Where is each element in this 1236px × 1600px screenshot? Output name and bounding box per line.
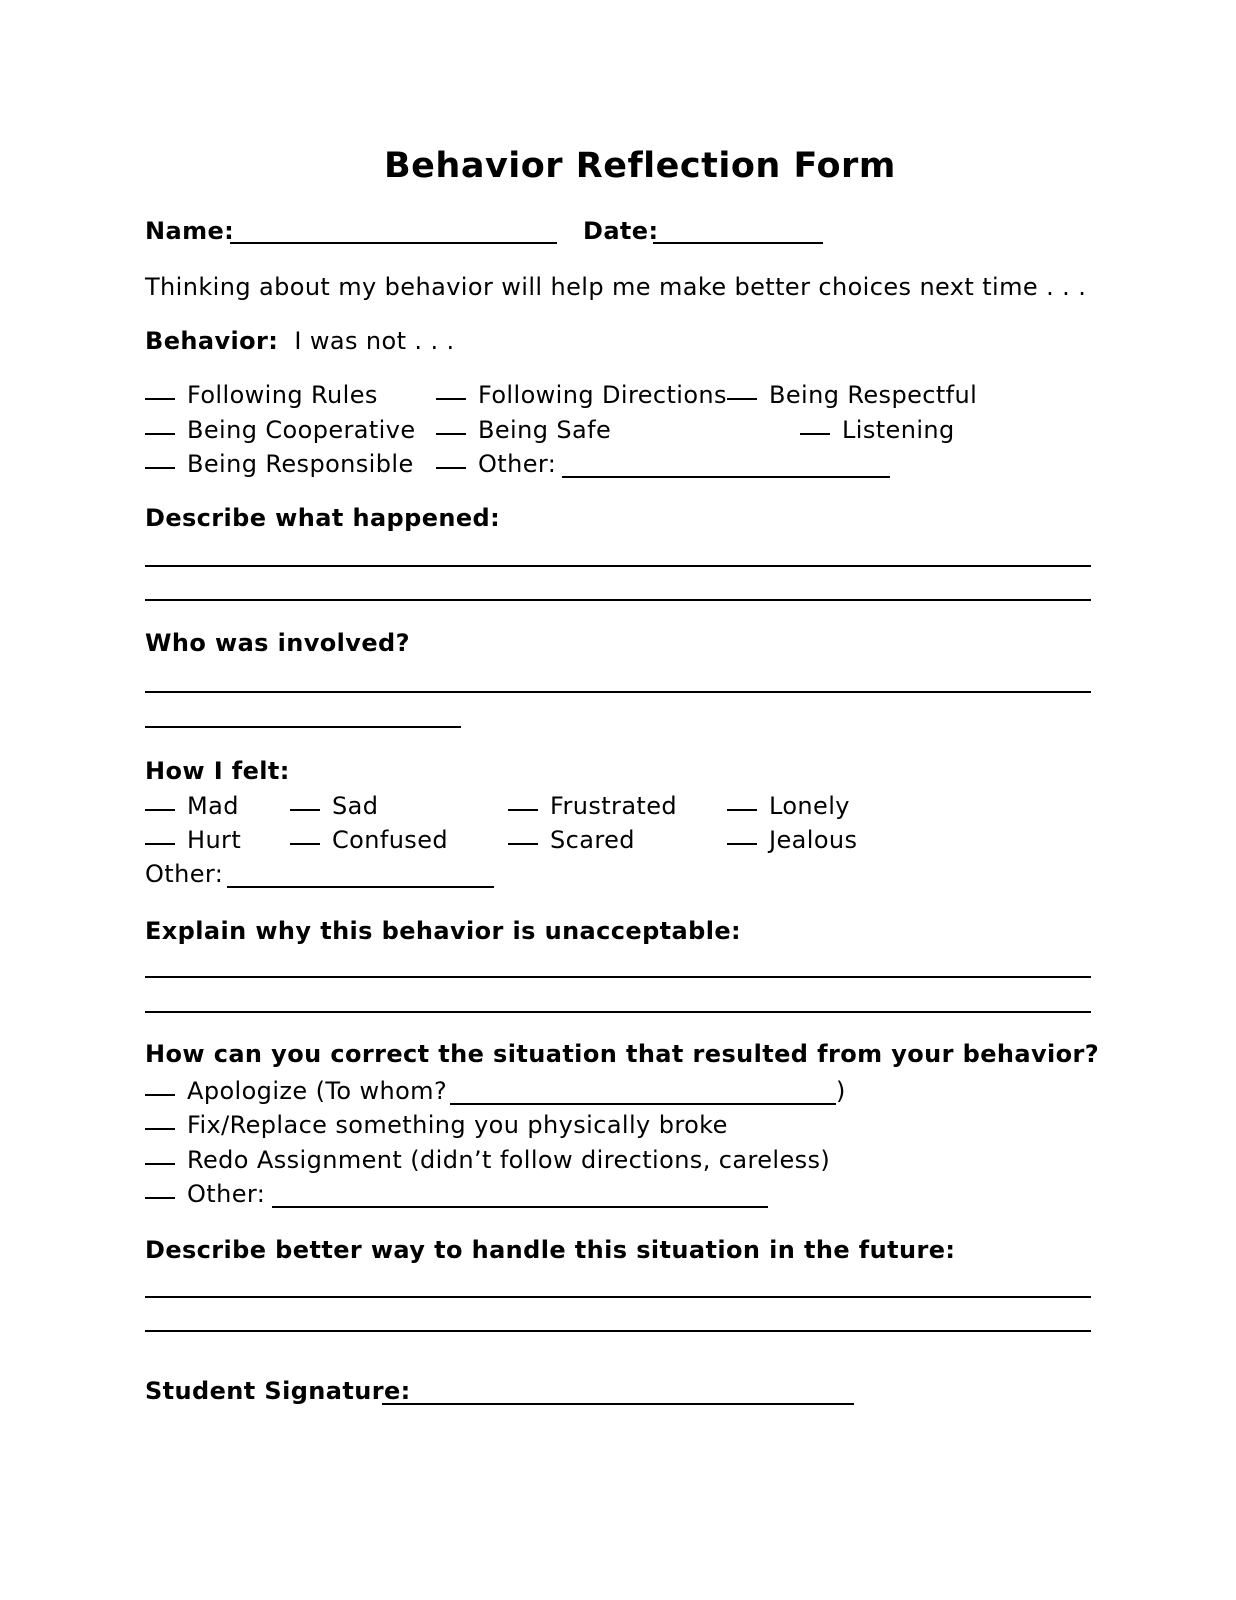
checkbox-blank[interactable]	[508, 843, 538, 845]
option-label: Apologize (To whom?	[187, 1077, 448, 1105]
felt-option-mad[interactable]	[145, 791, 239, 821]
behavior-option-being-respectful[interactable]	[727, 380, 977, 410]
behavior-option-listening[interactable]	[800, 415, 955, 445]
better-line[interactable]	[145, 1296, 1091, 1298]
correct-option-fix[interactable]	[145, 1110, 728, 1140]
apologize-close-paren: )	[836, 1077, 846, 1105]
option-label: Other:	[478, 450, 557, 478]
checkbox-blank[interactable]	[508, 809, 538, 811]
name-field[interactable]	[230, 242, 557, 244]
checkbox-blank[interactable]	[145, 843, 175, 845]
date-field[interactable]	[653, 242, 823, 244]
felt-other-label: Other:	[145, 860, 224, 888]
felt-option-confused[interactable]	[290, 825, 448, 855]
option-label: Following Rules	[187, 381, 378, 409]
behavior-option-other[interactable]	[436, 449, 556, 479]
apologize-whom-field[interactable]	[450, 1103, 836, 1105]
behavior-label: Behavior:	[145, 327, 279, 355]
who-line[interactable]	[145, 691, 1091, 693]
describe-line[interactable]	[145, 565, 1091, 567]
checkbox-blank[interactable]	[290, 809, 320, 811]
behavior-option-being-responsible[interactable]	[145, 449, 414, 479]
behavior-option-being-cooperative[interactable]	[145, 415, 416, 445]
correct-option-apologize[interactable]	[145, 1076, 447, 1106]
checkbox-blank[interactable]	[727, 398, 757, 400]
felt-option-frustrated[interactable]	[508, 791, 677, 821]
signature-field[interactable]	[382, 1403, 854, 1405]
option-label: Hurt	[187, 826, 242, 854]
felt-option-lonely[interactable]	[727, 791, 850, 821]
explain-line[interactable]	[145, 1011, 1091, 1013]
option-label: Following Directions	[478, 381, 727, 409]
correct-option-other[interactable]	[145, 1179, 265, 1209]
describe-heading: Describe what happened:	[145, 504, 501, 532]
option-label: Jealous	[769, 826, 858, 854]
explain-line[interactable]	[145, 976, 1091, 978]
checkbox-blank[interactable]	[800, 433, 830, 435]
who-line-short[interactable]	[145, 726, 461, 728]
option-label: Being Respectful	[769, 381, 978, 409]
felt-option-jealous[interactable]	[727, 825, 857, 855]
better-line[interactable]	[145, 1330, 1091, 1332]
checkbox-blank[interactable]	[145, 809, 175, 811]
option-label: Scared	[550, 826, 635, 854]
checkbox-blank[interactable]	[145, 467, 175, 469]
checkbox-blank[interactable]	[727, 809, 757, 811]
form-title: Behavior Reflection Form	[384, 146, 896, 186]
option-label: Frustrated	[550, 792, 678, 820]
intro-text: Thinking about my behavior will help me make better choices next time . . .	[145, 273, 1087, 301]
checkbox-blank[interactable]	[145, 1094, 175, 1096]
checkbox-blank[interactable]	[436, 467, 466, 469]
checkbox-blank[interactable]	[145, 433, 175, 435]
felt-option-scared[interactable]	[508, 825, 635, 855]
behavior-lead: I was not . . .	[294, 327, 455, 355]
better-heading: Describe better way to handle this situation in the future:	[145, 1236, 956, 1264]
date-label: Date:	[583, 217, 659, 245]
correct-heading: How can you correct the situation that resulted from your behavior?	[145, 1040, 1100, 1068]
option-label: Fix/Replace something you physically broke	[187, 1111, 728, 1139]
checkbox-blank[interactable]	[436, 398, 466, 400]
felt-other-field[interactable]	[227, 886, 494, 888]
option-label: Sad	[332, 792, 379, 820]
checkbox-blank[interactable]	[145, 1128, 175, 1130]
option-label: Confused	[332, 826, 449, 854]
checkbox-blank[interactable]	[145, 398, 175, 400]
behavior-heading	[145, 326, 455, 356]
behavior-option-following-rules[interactable]	[145, 380, 378, 410]
correct-option-redo[interactable]	[145, 1145, 830, 1175]
felt-heading: How I felt:	[145, 757, 290, 785]
checkbox-blank[interactable]	[436, 433, 466, 435]
behavior-option-being-safe[interactable]	[436, 415, 611, 445]
describe-line[interactable]	[145, 599, 1091, 601]
checkbox-blank[interactable]	[145, 1197, 175, 1199]
signature-label: Student Signature:	[145, 1377, 411, 1405]
checkbox-blank[interactable]	[727, 843, 757, 845]
name-label: Name:	[145, 217, 235, 245]
checkbox-blank[interactable]	[290, 843, 320, 845]
option-label: Other:	[187, 1180, 266, 1208]
felt-option-hurt[interactable]	[145, 825, 241, 855]
option-label: Being Safe	[478, 416, 612, 444]
who-heading: Who was involved?	[145, 629, 410, 657]
option-label: Being Responsible	[187, 450, 414, 478]
option-label: Listening	[842, 416, 955, 444]
correct-other-field[interactable]	[272, 1206, 768, 1208]
option-label: Mad	[187, 792, 239, 820]
behavior-option-following-directions[interactable]	[436, 380, 727, 410]
option-label: Redo Assignment (didn’t follow directions, careless)	[187, 1146, 831, 1174]
checkbox-blank[interactable]	[145, 1163, 175, 1165]
option-label: Lonely	[769, 792, 850, 820]
option-label: Being Cooperative	[187, 416, 416, 444]
behavior-other-field[interactable]	[562, 476, 890, 478]
felt-option-sad[interactable]	[290, 791, 378, 821]
explain-heading: Explain why this behavior is unacceptable:	[145, 917, 742, 945]
